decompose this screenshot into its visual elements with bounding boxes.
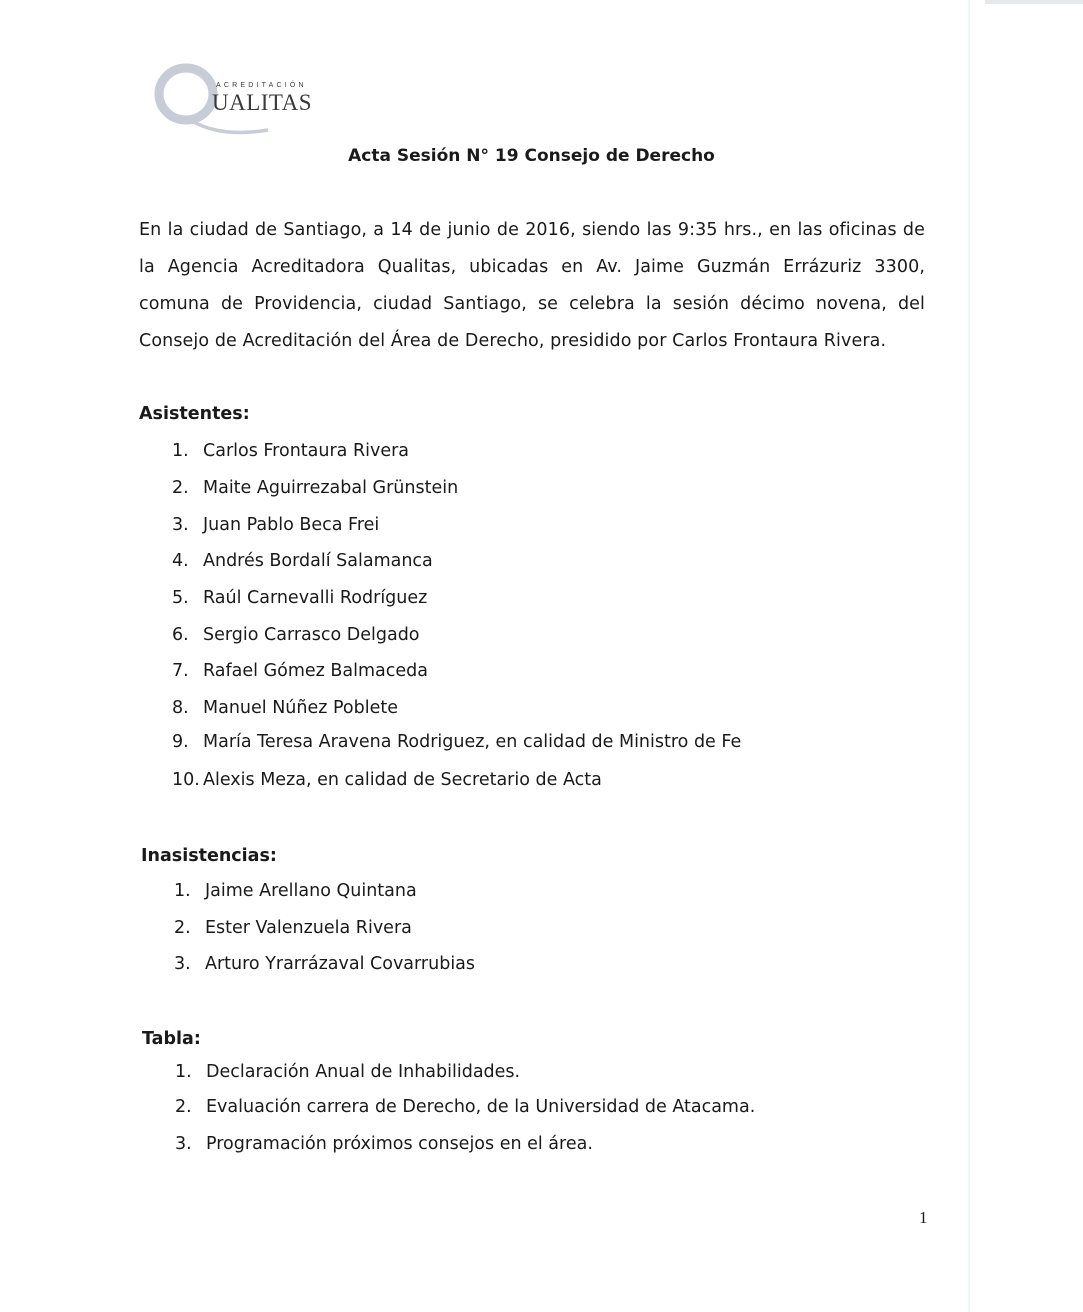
list-number: 9.	[172, 732, 189, 752]
list-number: 3.	[172, 515, 189, 535]
logo-accreditation-text: ACREDITACIÓN	[216, 82, 307, 89]
list-text: Programación próximos consejos en el área.	[206, 1134, 593, 1154]
tabla-item	[175, 1097, 755, 1117]
list-text: Raúl Carnevalli Rodríguez	[203, 588, 428, 608]
list-text: Evaluación carrera de Derecho, de la Universidad de Atacama.	[206, 1097, 756, 1117]
tabla-item	[175, 1134, 593, 1154]
list-number: 2.	[174, 918, 191, 938]
asistente-item	[172, 732, 741, 752]
list-text: Sergio Carrasco Delgado	[203, 625, 420, 645]
inasistencia-item	[174, 881, 417, 901]
asistente-item	[172, 698, 398, 718]
asistente-item	[172, 625, 420, 645]
intro-paragraph: En la ciudad de Santiago, a 14 de junio de 2016, siendo las 9:35 hrs., en las oficinas de la Agencia Acreditadora Qualitas, ubicadas en Av. Jaime Guzmán Errázuriz 3300, comuna de Providencia, ciudad Santiago, se celebra la sesión décimo novena, del Consejo de Acreditación del Área de Derecho, presidido por Carlos Frontaura Rivera.	[139, 220, 925, 351]
page-number: 1	[919, 1208, 928, 1227]
logo-name: UALITAS	[212, 90, 313, 115]
document-title: Acta Sesión N° 19 Consejo de Derecho	[348, 146, 715, 166]
list-number: 1.	[175, 1062, 192, 1082]
list-number: 1.	[172, 441, 189, 461]
inasistencia-item	[174, 918, 412, 938]
tabla-heading: Tabla:	[142, 1029, 201, 1049]
asistente-item	[172, 441, 409, 461]
list-number: 7.	[172, 661, 189, 681]
list-number: 1.	[174, 881, 191, 901]
list-text: Manuel Núñez Poblete	[203, 698, 398, 718]
qualitas-logo	[150, 60, 340, 140]
list-number: 3.	[175, 1134, 192, 1154]
list-number: 3.	[174, 954, 191, 974]
list-text: Declaración Anual de Inhabilidades.	[206, 1062, 521, 1082]
list-text: Andrés Bordalí Salamanca	[203, 551, 433, 571]
list-text: Juan Pablo Beca Frei	[203, 515, 380, 535]
list-text: Alexis Meza, en calidad de Secretario de Acta	[203, 770, 602, 790]
asistente-item	[172, 588, 427, 608]
asistente-item	[172, 478, 458, 498]
list-number: 2.	[175, 1097, 192, 1117]
list-text: Ester Valenzuela Rivera	[205, 918, 412, 938]
asistente-item	[172, 515, 379, 535]
list-number: 4.	[172, 551, 189, 571]
inasistencias-heading: Inasistencias:	[141, 846, 277, 866]
list-text: Rafael Gómez Balmaceda	[203, 661, 428, 681]
list-text: Jaime Arellano Quintana	[205, 881, 417, 901]
asistente-item	[172, 770, 602, 790]
list-number: 10.	[172, 770, 200, 790]
list-number: 6.	[172, 625, 189, 645]
tabla-item	[175, 1062, 520, 1082]
list-text: Maite Aguirrezabal Grünstein	[203, 478, 459, 498]
asistentes-heading: Asistentes:	[139, 404, 250, 424]
scan-edge-right	[968, 0, 970, 1312]
scan-edge-top	[985, 0, 1083, 4]
inasistencia-item	[174, 954, 475, 974]
list-text: Carlos Frontaura Rivera	[203, 441, 410, 461]
asistente-item	[172, 551, 433, 571]
asistente-item	[172, 661, 428, 681]
list-number: 2.	[172, 478, 189, 498]
list-number: 5.	[172, 588, 189, 608]
list-text: Arturo Yrarrázaval Covarrubias	[205, 954, 476, 974]
list-number: 8.	[172, 698, 189, 718]
list-text: María Teresa Aravena Rodriguez, en calidad de Ministro de Fe	[203, 732, 742, 752]
